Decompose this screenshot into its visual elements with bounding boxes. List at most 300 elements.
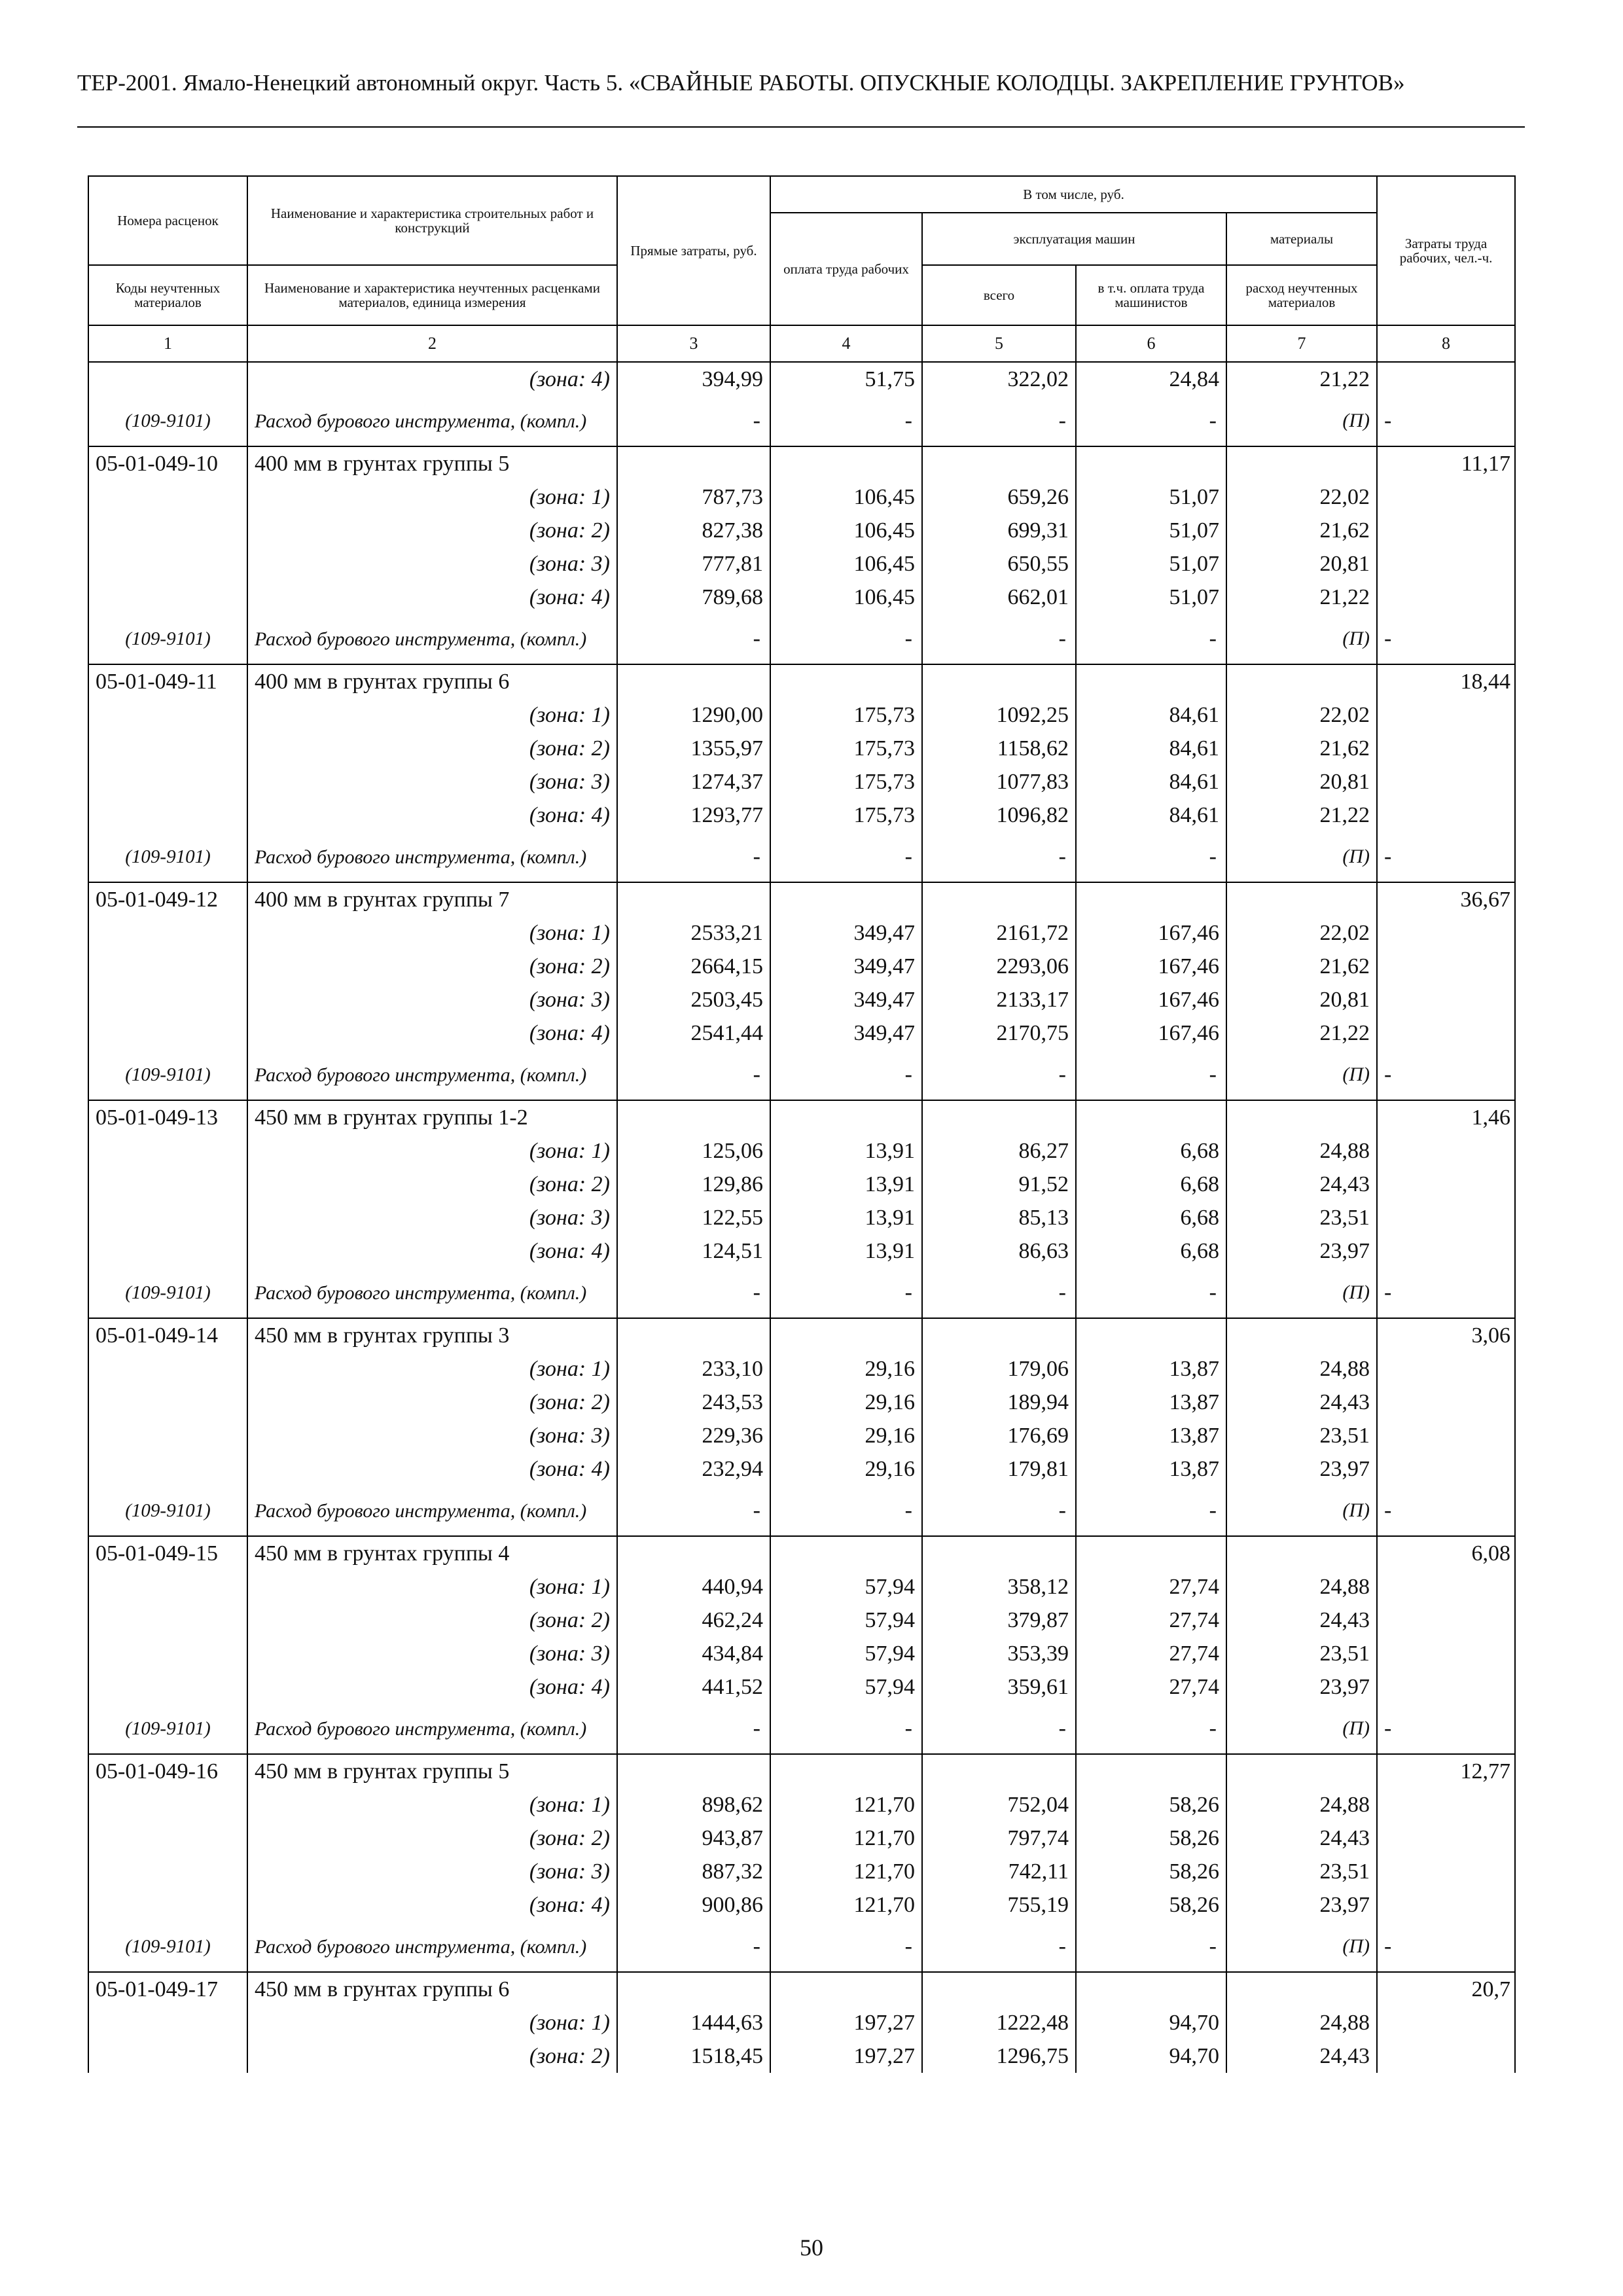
direct-costs-value: 129,86: [617, 1168, 770, 1201]
zone-label: (зона: 1): [247, 2006, 617, 2039]
zone-row: [88, 1637, 1515, 1670]
work-name: 450 мм в грунтах группы 4: [247, 1536, 617, 1570]
rate-code: 05-01-049-14: [88, 1318, 247, 1352]
empty-value-dash: -: [617, 1704, 770, 1754]
direct-costs-value: 787,73: [617, 480, 770, 514]
empty-cell: [1377, 916, 1515, 950]
worker-pay-value: 349,47: [770, 950, 922, 983]
material-code: (109-9101): [88, 1268, 247, 1318]
rate-code: 05-01-049-10: [88, 446, 247, 480]
empty-cell: [1377, 514, 1515, 547]
empty-cell: [1377, 1670, 1515, 1704]
labor-dash: -: [1377, 614, 1515, 664]
empty-cell: [1076, 1100, 1226, 1134]
zone-row: [88, 916, 1515, 950]
direct-costs-value: 394,99: [617, 362, 770, 396]
material-name: Расход бурового инструмента, (компл.): [247, 1268, 617, 1318]
empty-cell: [617, 882, 770, 916]
empty-value-dash: -: [922, 1922, 1076, 1972]
machines-total-value: 179,06: [922, 1352, 1076, 1386]
materials-value: 23,51: [1226, 1201, 1377, 1234]
material-row: [88, 832, 1515, 882]
rate-row: [88, 1100, 1515, 1134]
empty-value-dash: -: [922, 1486, 1076, 1536]
empty-cell: [88, 514, 247, 547]
worker-pay-value: 51,75: [770, 362, 922, 396]
empty-cell: [617, 664, 770, 698]
materials-value: 21,22: [1226, 581, 1377, 614]
table-body: [88, 362, 1515, 2073]
zone-label: (зона: 4): [247, 1016, 617, 1050]
empty-value-dash: -: [1076, 1922, 1226, 1972]
worker-pay-value: 121,70: [770, 1888, 922, 1922]
rates-table: [88, 175, 1516, 2073]
worker-pay-value: 349,47: [770, 983, 922, 1016]
machines-total-value: 797,74: [922, 1821, 1076, 1855]
empty-cell: [88, 1637, 247, 1670]
zone-label: (зона: 4): [247, 1888, 617, 1922]
machines-total-value: 1096,82: [922, 798, 1076, 832]
direct-costs-value: 2503,45: [617, 983, 770, 1016]
zone-row: [88, 1168, 1515, 1201]
empty-value-dash: -: [770, 1486, 922, 1536]
materials-value: 23,97: [1226, 1670, 1377, 1704]
zone-label: (зона: 2): [247, 1604, 617, 1637]
machinist-pay-value: 13,87: [1076, 1419, 1226, 1452]
labor-dash: -: [1377, 1268, 1515, 1318]
empty-cell: [1377, 1234, 1515, 1268]
zone-label: (зона: 2): [247, 1168, 617, 1201]
empty-cell: [1226, 882, 1377, 916]
materials-value: 21,62: [1226, 950, 1377, 983]
zone-row: [88, 2006, 1515, 2039]
rate-code: 05-01-049-16: [88, 1754, 247, 1788]
column-number: 2: [247, 325, 617, 362]
empty-cell: [1076, 664, 1226, 698]
materials-value: 24,88: [1226, 1352, 1377, 1386]
empty-value-dash: -: [1076, 832, 1226, 882]
column-number: 4: [770, 325, 922, 362]
material-row: [88, 1268, 1515, 1318]
empty-cell: [1076, 1972, 1226, 2006]
empty-value-dash: -: [617, 614, 770, 664]
zone-label: (зона: 1): [247, 1352, 617, 1386]
zone-row: [88, 1016, 1515, 1050]
machines-total-value: 1158,62: [922, 732, 1076, 765]
worker-pay-value: 106,45: [770, 480, 922, 514]
worker-pay-value: 29,16: [770, 1419, 922, 1452]
empty-cell: [88, 1888, 247, 1922]
empty-cell: [1377, 1352, 1515, 1386]
direct-costs-value: 943,87: [617, 1821, 770, 1855]
machinist-pay-value: 27,74: [1076, 1604, 1226, 1637]
empty-cell: [617, 1100, 770, 1134]
direct-costs-value: 2533,21: [617, 916, 770, 950]
zone-row: [88, 1570, 1515, 1604]
machines-total-value: 379,87: [922, 1604, 1076, 1637]
machinist-pay-value: 6,68: [1076, 1134, 1226, 1168]
machinist-pay-value: 167,46: [1076, 950, 1226, 983]
worker-pay-value: 57,94: [770, 1604, 922, 1637]
material-name: Расход бурового инструмента, (компл.): [247, 1050, 617, 1100]
machines-total-value: 2293,06: [922, 950, 1076, 983]
machinist-pay-value: 84,61: [1076, 698, 1226, 732]
machinist-pay-value: 58,26: [1076, 1888, 1226, 1922]
empty-cell: [1377, 950, 1515, 983]
material-name: Расход бурового инструмента, (компл.): [247, 1922, 617, 1972]
zone-row: [88, 983, 1515, 1016]
machines-total-value: 662,01: [922, 581, 1076, 614]
machinist-pay-value: 167,46: [1076, 1016, 1226, 1050]
document-header: ТЕР-2001. Ямало-Ненецкий автономный округ. Часть 5. «СВАЙНЫЕ РАБОТЫ. ОПУСКНЫЕ КОЛОДЦЫ. ЗАКРЕПЛЕНИЕ ГРУНТОВ»: [77, 70, 1405, 96]
machinist-pay-value: 6,68: [1076, 1234, 1226, 1268]
materials-value: 21,22: [1226, 1016, 1377, 1050]
labor-costs-value: 20,7: [1377, 1972, 1515, 2006]
machines-total-value: 179,81: [922, 1452, 1076, 1486]
rate-row: [88, 882, 1515, 916]
zone-label: (зона: 2): [247, 1821, 617, 1855]
material-code: (109-9101): [88, 1486, 247, 1536]
empty-cell: [770, 664, 922, 698]
machines-total-value: 322,02: [922, 362, 1076, 396]
zone-label: (зона: 3): [247, 765, 617, 798]
materials-value: 24,43: [1226, 1168, 1377, 1201]
material-row: [88, 1704, 1515, 1754]
direct-costs-value: 1274,37: [617, 765, 770, 798]
zone-row: [88, 1419, 1515, 1452]
direct-costs-value: 827,38: [617, 514, 770, 547]
empty-cell: [1377, 480, 1515, 514]
machinist-pay-value: 51,07: [1076, 514, 1226, 547]
header-material-name: Наименование и характеристика неучтенных расценками материалов, единица измерения: [247, 265, 617, 325]
rate-code: 05-01-049-15: [88, 1536, 247, 1570]
direct-costs-value: 122,55: [617, 1201, 770, 1234]
empty-cell: [617, 1318, 770, 1352]
labor-dash: -: [1377, 1922, 1515, 1972]
direct-costs-value: 898,62: [617, 1788, 770, 1821]
empty-cell: [1226, 664, 1377, 698]
zone-label: (зона: 4): [247, 1670, 617, 1704]
empty-cell: [88, 480, 247, 514]
machinist-pay-value: 51,07: [1076, 547, 1226, 581]
zone-row: [88, 1352, 1515, 1386]
empty-cell: [922, 446, 1076, 480]
machinist-pay-value: 84,61: [1076, 732, 1226, 765]
worker-pay-value: 175,73: [770, 698, 922, 732]
worker-pay-value: 121,70: [770, 1821, 922, 1855]
empty-cell: [1076, 1318, 1226, 1352]
empty-cell: [88, 765, 247, 798]
rate-row: [88, 446, 1515, 480]
empty-cell: [1377, 1821, 1515, 1855]
zone-row: [88, 765, 1515, 798]
rate-code: 05-01-049-13: [88, 1100, 247, 1134]
materials-value: 24,43: [1226, 1604, 1377, 1637]
empty-cell: [1377, 1637, 1515, 1670]
machines-total-value: 1077,83: [922, 765, 1076, 798]
materials-value: 24,88: [1226, 1134, 1377, 1168]
empty-cell: [88, 1670, 247, 1704]
machines-total-value: 755,19: [922, 1888, 1076, 1922]
materials-value: 23,97: [1226, 1452, 1377, 1486]
empty-cell: [1377, 1888, 1515, 1922]
empty-cell: [88, 362, 247, 396]
direct-costs-value: 233,10: [617, 1352, 770, 1386]
empty-cell: [617, 1754, 770, 1788]
materials-value: 21,22: [1226, 362, 1377, 396]
rate-row: [88, 1318, 1515, 1352]
machines-total-value: 86,63: [922, 1234, 1076, 1268]
material-code: (109-9101): [88, 832, 247, 882]
empty-cell: [88, 732, 247, 765]
work-name: 400 мм в грунтах группы 5: [247, 446, 617, 480]
empty-value-dash: -: [1076, 396, 1226, 446]
machines-total-value: 2170,75: [922, 1016, 1076, 1050]
rate-code: 05-01-049-12: [88, 882, 247, 916]
zone-row: [88, 1201, 1515, 1234]
machines-total-value: 659,26: [922, 480, 1076, 514]
materials-value: 23,97: [1226, 1234, 1377, 1268]
empty-value-dash: -: [922, 396, 1076, 446]
machines-total-value: 91,52: [922, 1168, 1076, 1201]
material-name: Расход бурового инструмента, (компл.): [247, 614, 617, 664]
machinist-pay-value: 6,68: [1076, 1201, 1226, 1234]
zone-label: (зона: 4): [247, 1452, 617, 1486]
empty-cell: [922, 1972, 1076, 2006]
machinist-pay-value: 27,74: [1076, 1570, 1226, 1604]
empty-cell: [1226, 1100, 1377, 1134]
column-number: 7: [1226, 325, 1377, 362]
empty-cell: [88, 1016, 247, 1050]
machines-total-value: 1296,75: [922, 2039, 1076, 2073]
zone-label: (зона: 3): [247, 1637, 617, 1670]
header-including: В том числе, руб.: [770, 176, 1377, 213]
header-material-codes: Коды неучтенных материалов: [88, 265, 247, 325]
empty-value-dash: -: [617, 1050, 770, 1100]
machines-total-value: 358,12: [922, 1570, 1076, 1604]
labor-costs-value: 11,17: [1377, 446, 1515, 480]
empty-cell: [1226, 1972, 1377, 2006]
empty-cell: [1377, 1168, 1515, 1201]
direct-costs-value: 789,68: [617, 581, 770, 614]
machinist-pay-value: 24,84: [1076, 362, 1226, 396]
material-mark: (П): [1226, 1704, 1377, 1754]
empty-cell: [1377, 1134, 1515, 1168]
empty-cell: [1377, 2039, 1515, 2073]
direct-costs-value: 1293,77: [617, 798, 770, 832]
zone-label: (зона: 1): [247, 1134, 617, 1168]
work-name: 400 мм в грунтах группы 7: [247, 882, 617, 916]
machinist-pay-value: 58,26: [1076, 1821, 1226, 1855]
empty-cell: [1377, 983, 1515, 1016]
empty-value-dash: -: [770, 1922, 922, 1972]
zone-row: [88, 514, 1515, 547]
rate-code: 05-01-049-17: [88, 1972, 247, 2006]
zone-row: [88, 1855, 1515, 1888]
direct-costs-value: 124,51: [617, 1234, 770, 1268]
direct-costs-value: 900,86: [617, 1888, 770, 1922]
empty-value-dash: -: [922, 832, 1076, 882]
zone-row: [88, 1788, 1515, 1821]
material-mark: (П): [1226, 1486, 1377, 1536]
worker-pay-value: 175,73: [770, 765, 922, 798]
material-name: Расход бурового инструмента, (компл.): [247, 1704, 617, 1754]
empty-cell: [922, 1100, 1076, 1134]
empty-cell: [88, 1234, 247, 1268]
empty-cell: [88, 1386, 247, 1419]
worker-pay-value: 57,94: [770, 1570, 922, 1604]
worker-pay-value: 121,70: [770, 1788, 922, 1821]
zone-label: (зона: 4): [247, 362, 617, 396]
work-name: 450 мм в грунтах группы 6: [247, 1972, 617, 2006]
material-name: Расход бурового инструмента, (компл.): [247, 396, 617, 446]
zone-label: (зона: 3): [247, 1855, 617, 1888]
empty-cell: [88, 698, 247, 732]
empty-cell: [88, 1168, 247, 1201]
machinist-pay-value: 13,87: [1076, 1352, 1226, 1386]
machines-total-value: 176,69: [922, 1419, 1076, 1452]
zone-row: [88, 1888, 1515, 1922]
machinist-pay-value: 27,74: [1076, 1637, 1226, 1670]
materials-value: 24,88: [1226, 1570, 1377, 1604]
direct-costs-value: 434,84: [617, 1637, 770, 1670]
empty-cell: [1377, 1201, 1515, 1234]
worker-pay-value: 197,27: [770, 2039, 922, 2073]
materials-value: 24,43: [1226, 1821, 1377, 1855]
rate-code: 05-01-049-11: [88, 664, 247, 698]
column-number: 8: [1377, 325, 1515, 362]
empty-cell: [88, 1855, 247, 1888]
empty-cell: [88, 1570, 247, 1604]
empty-cell: [1076, 1536, 1226, 1570]
zone-row: [88, 581, 1515, 614]
labor-dash: -: [1377, 396, 1515, 446]
machines-total-value: 353,39: [922, 1637, 1076, 1670]
work-name: 400 мм в грунтах группы 6: [247, 664, 617, 698]
header-work-name: Наименование и характеристика строительных работ и конструкций: [247, 176, 617, 265]
zone-row: [88, 1670, 1515, 1704]
material-code: (109-9101): [88, 1050, 247, 1100]
empty-cell: [1377, 581, 1515, 614]
zone-label: (зона: 4): [247, 798, 617, 832]
materials-value: 20,81: [1226, 765, 1377, 798]
labor-costs-value: 1,46: [1377, 1100, 1515, 1134]
empty-cell: [1377, 1419, 1515, 1452]
empty-cell: [1377, 798, 1515, 832]
empty-cell: [1226, 1754, 1377, 1788]
empty-value-dash: -: [922, 1704, 1076, 1754]
column-number: 5: [922, 325, 1076, 362]
empty-cell: [1377, 732, 1515, 765]
direct-costs-value: 125,06: [617, 1134, 770, 1168]
empty-cell: [922, 882, 1076, 916]
worker-pay-value: 29,16: [770, 1352, 922, 1386]
zone-row: [88, 950, 1515, 983]
zone-row: [88, 2039, 1515, 2073]
page-number: 50: [800, 2234, 823, 2261]
materials-value: 24,43: [1226, 2039, 1377, 2073]
empty-cell: [770, 1536, 922, 1570]
header-labor-costs: Затраты труда рабочих, чел.-ч.: [1377, 176, 1515, 325]
machines-total-value: 2161,72: [922, 916, 1076, 950]
direct-costs-value: 243,53: [617, 1386, 770, 1419]
worker-pay-value: 13,91: [770, 1234, 922, 1268]
rate-row: [88, 1754, 1515, 1788]
empty-value-dash: -: [922, 1268, 1076, 1318]
worker-pay-value: 349,47: [770, 916, 922, 950]
empty-cell: [1377, 362, 1515, 396]
zone-label: (зона: 2): [247, 514, 617, 547]
zone-label: (зона: 2): [247, 950, 617, 983]
empty-cell: [88, 2039, 247, 2073]
labor-costs-value: 36,67: [1377, 882, 1515, 916]
empty-cell: [1377, 1386, 1515, 1419]
materials-value: 22,02: [1226, 916, 1377, 950]
materials-value: 23,51: [1226, 1419, 1377, 1452]
material-row: [88, 1486, 1515, 1536]
materials-value: 23,51: [1226, 1855, 1377, 1888]
empty-cell: [1377, 2006, 1515, 2039]
empty-value-dash: -: [770, 614, 922, 664]
materials-value: 20,81: [1226, 547, 1377, 581]
material-code: (109-9101): [88, 614, 247, 664]
empty-cell: [1377, 1016, 1515, 1050]
direct-costs-value: 1518,45: [617, 2039, 770, 2073]
zone-label: (зона: 2): [247, 2039, 617, 2073]
empty-value-dash: -: [770, 1704, 922, 1754]
empty-cell: [1377, 547, 1515, 581]
empty-cell: [88, 983, 247, 1016]
labor-dash: -: [1377, 1704, 1515, 1754]
empty-cell: [88, 2006, 247, 2039]
empty-cell: [922, 1318, 1076, 1352]
material-row: [88, 396, 1515, 446]
material-mark: (П): [1226, 1050, 1377, 1100]
worker-pay-value: 29,16: [770, 1452, 922, 1486]
worker-pay-value: 106,45: [770, 547, 922, 581]
empty-value-dash: -: [1076, 1268, 1226, 1318]
empty-cell: [922, 664, 1076, 698]
materials-value: 22,02: [1226, 698, 1377, 732]
empty-value-dash: -: [1076, 1050, 1226, 1100]
worker-pay-value: 175,73: [770, 732, 922, 765]
empty-cell: [617, 1536, 770, 1570]
empty-cell: [88, 1419, 247, 1452]
zone-row: [88, 547, 1515, 581]
materials-value: 21,62: [1226, 732, 1377, 765]
worker-pay-value: 197,27: [770, 2006, 922, 2039]
labor-costs-value: 3,06: [1377, 1318, 1515, 1352]
zone-row: [88, 1386, 1515, 1419]
material-row: [88, 614, 1515, 664]
direct-costs-value: 440,94: [617, 1570, 770, 1604]
empty-value-dash: -: [617, 832, 770, 882]
zone-row: [88, 480, 1515, 514]
zone-label: (зона: 4): [247, 1234, 617, 1268]
machinist-pay-value: 94,70: [1076, 2039, 1226, 2073]
labor-costs-value: 6,08: [1377, 1536, 1515, 1570]
labor-dash: -: [1377, 832, 1515, 882]
machines-total-value: 1092,25: [922, 698, 1076, 732]
empty-cell: [1377, 1855, 1515, 1888]
machinist-pay-value: 13,87: [1076, 1452, 1226, 1486]
empty-cell: [617, 1972, 770, 2006]
empty-cell: [1377, 1604, 1515, 1637]
column-number: 6: [1076, 325, 1226, 362]
work-name: 450 мм в грунтах группы 3: [247, 1318, 617, 1352]
empty-value-dash: -: [770, 1050, 922, 1100]
empty-cell: [770, 446, 922, 480]
